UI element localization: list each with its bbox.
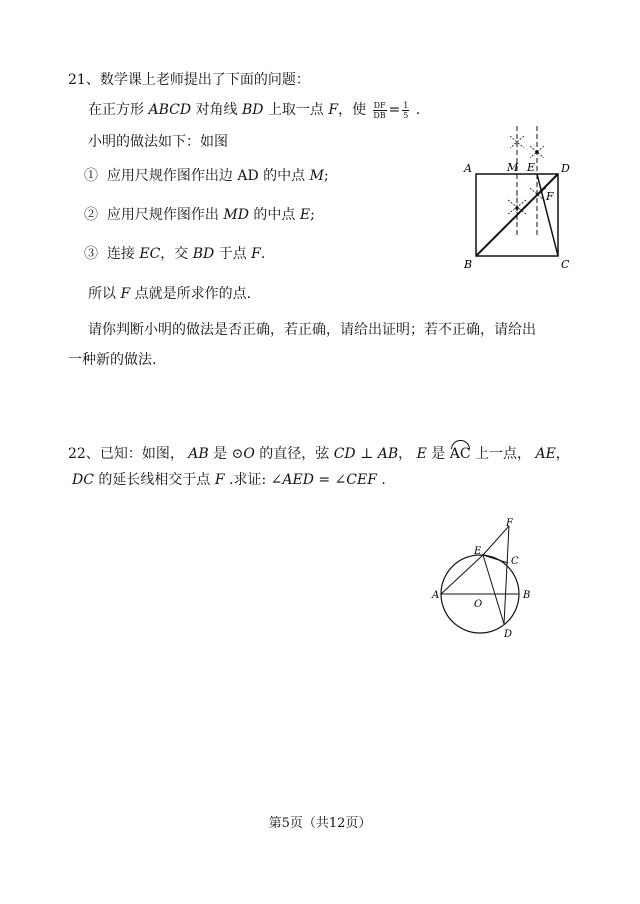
q21-problem-end: . <box>415 102 421 118</box>
step-f: F <box>251 246 261 262</box>
step-text: 应用尺规作图作出 <box>106 207 219 223</box>
page-footer <box>0 812 640 831</box>
step-end: ; <box>323 168 329 184</box>
label-e: E <box>474 546 482 557</box>
step-bd: BD <box>192 246 215 262</box>
q21-header <box>68 70 310 90</box>
frac-den: DB <box>373 110 386 120</box>
step-md: MD <box>223 207 249 223</box>
q21-problem-make: ，使 <box>338 102 367 118</box>
q22-line1 <box>68 440 570 464</box>
step-number: ③ <box>84 246 98 262</box>
label-c: C <box>561 258 570 271</box>
q21-square-figure <box>460 122 580 272</box>
label-e: E <box>527 161 536 174</box>
label-b: B <box>464 258 473 271</box>
q22-line2-text: 的延长线相交于点 <box>98 472 211 488</box>
q21-method-intro <box>88 132 228 152</box>
label-o: O <box>474 599 483 610</box>
q22-circle-o: ⊙O <box>231 446 255 462</box>
q21-f: F <box>328 102 339 118</box>
q21-fraction-df-db <box>373 101 387 120</box>
frac-den: 5 <box>403 110 409 120</box>
step-end: . <box>260 246 266 262</box>
step-text: 应用尺规作图作出边 AD 的中点 <box>106 168 306 184</box>
q22-arc-text: AC <box>449 446 471 462</box>
q21-step2 <box>84 205 315 225</box>
q22-f: F <box>214 472 225 488</box>
segment-ec <box>537 174 558 256</box>
q22-line2 <box>72 470 386 490</box>
label-f: F <box>546 190 554 203</box>
q22-arc-ac <box>450 440 471 464</box>
step-text2: 的中点 <box>253 207 296 223</box>
q22-equation: ∠AED = ∠CEF <box>270 472 377 488</box>
step-var: M <box>309 168 324 184</box>
q22-prove: .求证: <box>229 472 267 488</box>
q21-conclusion <box>88 284 251 304</box>
label-c: C <box>511 556 519 567</box>
q21-step1 <box>84 166 329 186</box>
q22-comma: ， <box>555 446 570 462</box>
q21-abcd: ABCD <box>148 102 192 118</box>
step-number: ① <box>84 168 98 184</box>
q21-method-intro-text: 小明的做法如下：如图 <box>88 134 228 150</box>
ask-line2-text: 一种新的做法. <box>68 352 157 368</box>
q22-header: 22、已知：如图， <box>68 446 184 462</box>
label-d: D <box>504 629 513 640</box>
point-intersect <box>535 150 539 154</box>
conclusion-b: 点就是所求作的点. <box>134 286 252 302</box>
q22-dc: DC <box>72 472 94 488</box>
segment-ae <box>441 555 483 594</box>
step-text: 连接 <box>106 246 135 262</box>
q21-step3 <box>84 244 265 264</box>
construction-arc <box>530 188 546 202</box>
q22-circle-figure <box>430 516 560 651</box>
frac-num: 1 <box>403 100 409 110</box>
q22-upper-pt: 上一点， <box>475 446 531 462</box>
q21-problem <box>88 100 420 120</box>
q21-problem-mid: 对角线 <box>195 102 238 118</box>
point-intersect <box>515 206 519 210</box>
label-d: D <box>561 162 570 175</box>
segment-ef <box>483 526 509 555</box>
q22-perp: CD ⊥ AB <box>333 446 399 462</box>
q22-ab: AB <box>188 446 209 462</box>
q22-end: . <box>381 472 386 488</box>
label-m: M <box>507 161 519 174</box>
label-b: B <box>523 590 531 601</box>
frac-num: DF <box>373 100 386 110</box>
label-f: F <box>506 518 513 529</box>
q22-diam: 的直径，弦 <box>259 446 330 462</box>
q22-is2: 是 <box>431 446 446 462</box>
segment-ed <box>483 555 504 624</box>
page-number: 第5页（共12页） <box>268 816 372 831</box>
q21-header-text: 21、数学课上老师提出了下面的问题： <box>68 72 310 88</box>
q22-sep: ， <box>398 446 413 462</box>
q21-ask-line2 <box>68 350 156 370</box>
step-text2: ，交 <box>160 246 189 262</box>
q21-bd: BD <box>241 102 264 118</box>
q21-problem-take: 上取一点 <box>267 102 324 118</box>
ask-line1-text: 请你判断小明的做法是否正确，若正确，请给出证明；若不正确，请给出 <box>88 322 536 338</box>
step-ec: EC <box>139 246 161 262</box>
conclusion-a: 所以 <box>88 286 116 302</box>
q21-ask-line1 <box>88 320 536 340</box>
step-var: E <box>299 207 311 223</box>
q21-fraction-1-5 <box>402 101 409 120</box>
step-end: ; <box>310 207 315 223</box>
step-text3: 于点 <box>218 246 247 262</box>
equals-sign: = <box>388 102 401 118</box>
step-number: ② <box>84 207 98 223</box>
q22-e: E <box>416 446 427 462</box>
q22-is: 是 <box>213 446 228 462</box>
label-a: A <box>432 590 440 601</box>
line-dcf <box>504 526 509 624</box>
q21-problem-prefix: 在正方形 <box>88 102 144 118</box>
q22-ae: AE <box>535 446 556 462</box>
segment-ec <box>483 555 508 563</box>
conclusion-f: F <box>120 286 131 302</box>
label-a: A <box>464 162 472 175</box>
